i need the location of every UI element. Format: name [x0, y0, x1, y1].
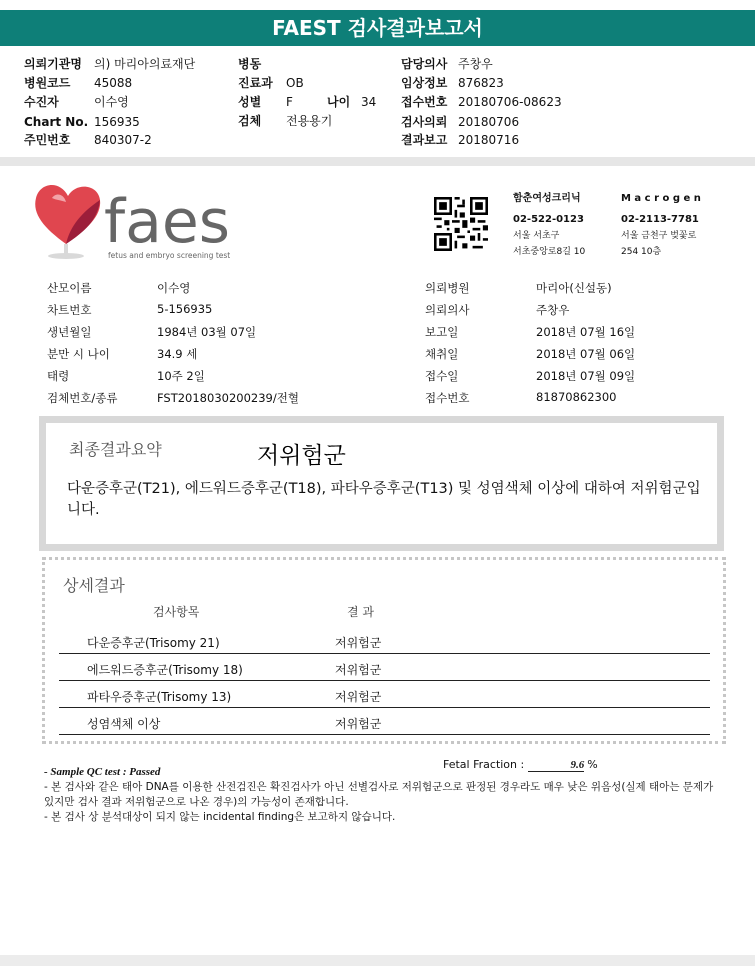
header-row: 접수번호 20180706-08623 — [401, 95, 562, 109]
contact-macrogen: M a c r o g e n 02-2113-7781 서울 금천구 벚꽃로 254 10층 — [621, 193, 701, 257]
report-title: FAEST 검사결과보고서 — [0, 10, 755, 46]
summary-label: 최종결과요약 — [69, 440, 162, 459]
header-row: 임상정보 876823 — [401, 76, 504, 90]
logo-wordmark: faes — [104, 187, 230, 257]
faest-logo — [30, 178, 230, 264]
detail-results — [42, 557, 726, 744]
heart-logo-icon — [30, 178, 230, 264]
header-row: 주민번호 840307-2 — [24, 133, 152, 147]
header-row: Chart No. 156935 — [24, 115, 140, 129]
header-row: 병원코드 45088 — [24, 76, 133, 90]
header-row: 담당의사 주창우 — [401, 57, 493, 71]
logo-tagline: fetus and embryo screening test — [108, 251, 230, 260]
footer-bar — [0, 955, 755, 966]
header-row: 결과보고 20180716 — [401, 133, 520, 147]
table-row: 파타우증후군(Trisomy 13) 저위험군 — [59, 680, 710, 708]
fetal-fraction-value: 9.6 — [528, 759, 584, 772]
report-notes — [44, 765, 724, 825]
divider — [0, 157, 755, 166]
contact-hamchun: 함춘여성크리닉 02-522-0123 서울 서초구 서초중앙로8길 10 — [513, 193, 586, 257]
qr-code-icon — [434, 197, 488, 251]
qc-status: - Sample QC test : Passed — [44, 766, 161, 778]
table-row: 에드워드증후군(Trisomy 18) 저위험군 — [59, 653, 710, 681]
summary-result: 저위험군 — [257, 443, 346, 469]
header-row: 의뢰기관명 의) 마리아의료재단 — [24, 57, 196, 71]
header-row: 검체 전용용기 — [238, 114, 333, 128]
header-row: 수진자 이수영 — [24, 95, 129, 109]
summary-text: 다운증후군(T21), 에드워드증후군(T18), 파타우증후군(T13) 및 성염색체 이상에 대하여 저위험군입니다. — [67, 481, 701, 518]
fetal-fraction: Fetal Fraction : 9.6 % — [443, 758, 598, 771]
detail-title: 상세결과 — [63, 576, 125, 595]
header-row: 진료과 OB — [238, 76, 304, 90]
table-row: 다운증후군(Trisomy 21) 저위험군 — [59, 626, 710, 654]
table-row: 성염색체 이상 저위험군 — [59, 707, 710, 735]
result-summary-box — [39, 416, 724, 551]
header-row: 성별 F — [238, 95, 293, 109]
detail-col-item: 검사항목 — [153, 605, 200, 619]
note-line: - 본 검사와 같은 태아 DNA를 이용한 산전검진은 확진검사가 아닌 선별검사로 저위험군으로 판정된 경우라도 매우 낮은 위음성(실제 태아는 문제가 있지만 검사 결과 저위험군으로 나온 경우)의 가능성이 존재합니다. — [44, 781, 714, 808]
note-line: - 본 검사 상 분석대상이 되지 않는 incidental finding은 보고하지 않습니다. — [44, 811, 396, 823]
header-row: 검사의뢰 20180706 — [401, 115, 520, 129]
header-age: 나이 34 — [327, 95, 377, 109]
header-row: 병동 — [238, 57, 262, 71]
detail-col-result: 결 과 — [347, 605, 374, 619]
